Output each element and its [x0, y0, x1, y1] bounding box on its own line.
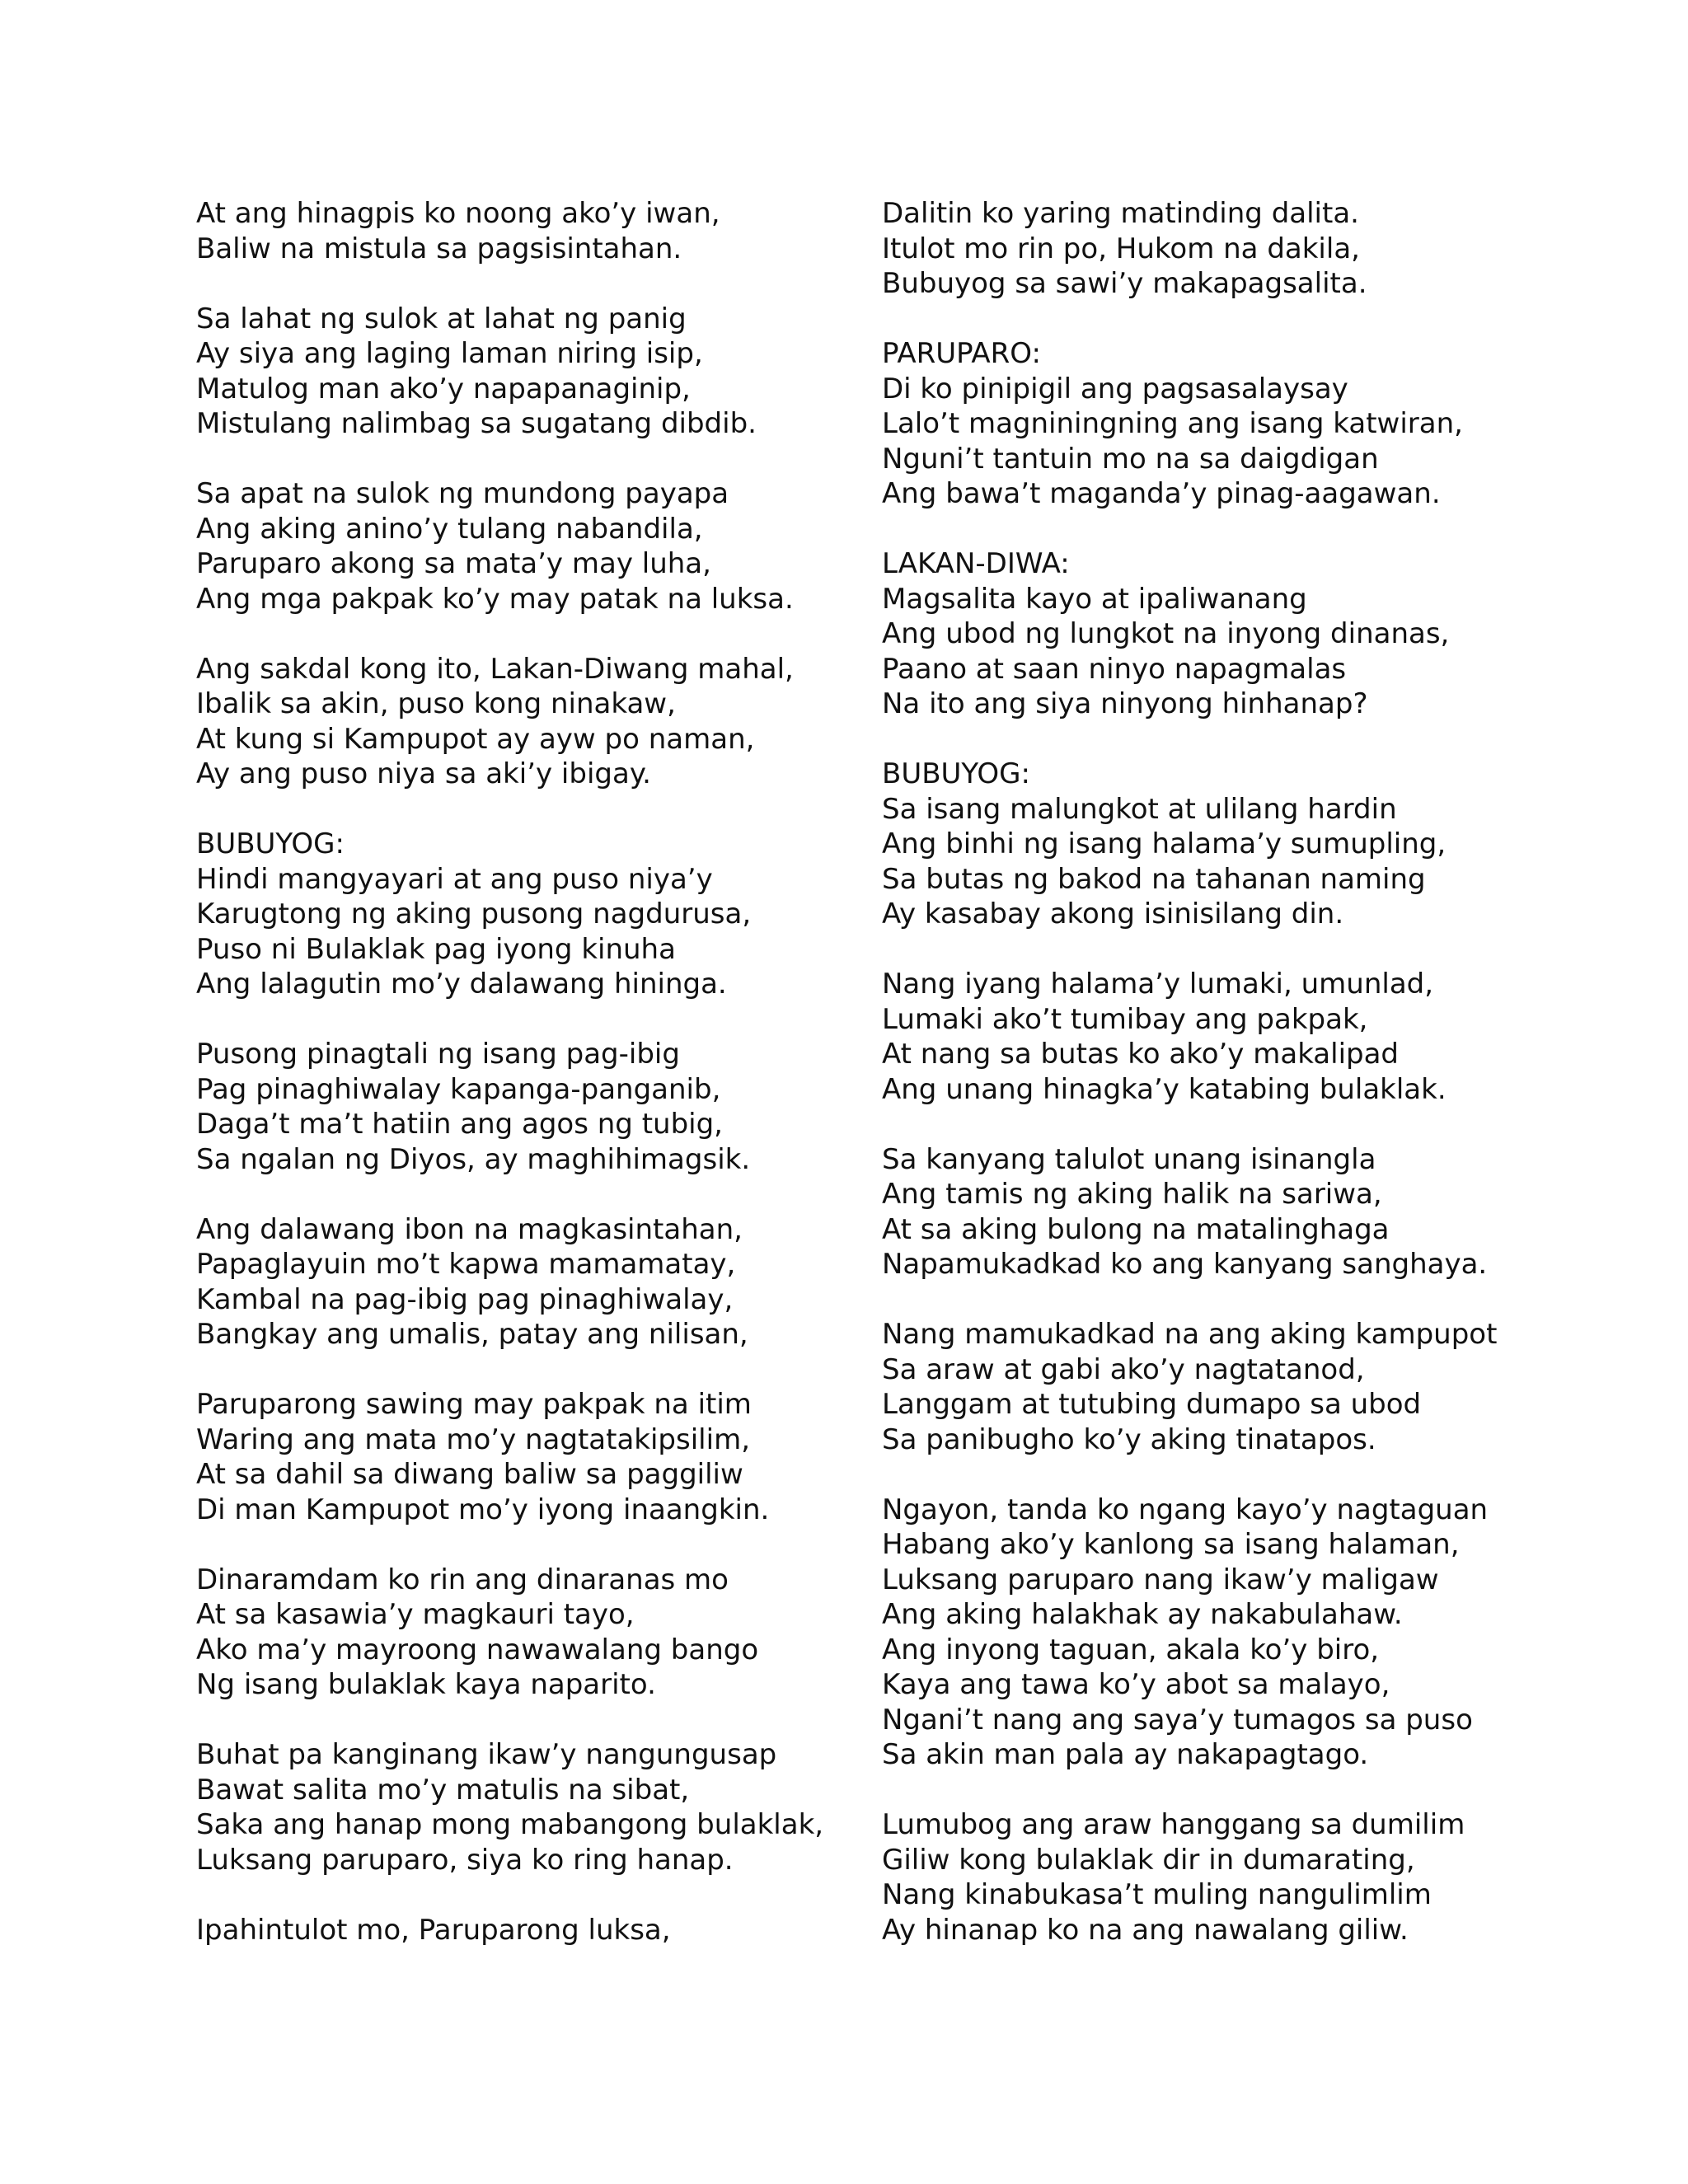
stanza: [882, 1142, 1541, 1282]
poem-line: Ng isang bulaklak kaya naparito.: [196, 1668, 656, 1701]
poem-line: Ako ma’y mayroong nawawalang bango: [196, 1633, 759, 1666]
poem-line: At sa kasawia’y magkauri tayo,: [196, 1598, 635, 1631]
stanza: [882, 546, 1541, 722]
poem-line: Ang binhi ng isang halama’y sumupling,: [882, 827, 1447, 860]
stanza: [196, 1037, 856, 1177]
poem-line: Ay ang puso niya sa aki’y ibigay.: [196, 757, 651, 790]
poem-line: Sa butas ng bakod na tahanan naming: [882, 862, 1426, 896]
poem-line: Bawat salita mo’y matulis na sibat,: [196, 1773, 690, 1807]
poem-line: BUBUYOG:: [196, 827, 345, 860]
poem-line: Mistulang nalimbag sa sugatang dibdib.: [196, 407, 757, 440]
poem-line: Kambal na pag-ibig pag pinaghiwalay,: [196, 1282, 734, 1316]
poem-line: Luksang paruparo, siya ko ring hanap.: [196, 1843, 734, 1877]
stanza: [882, 1493, 1541, 1773]
stanza: [196, 1387, 856, 1527]
poem-line: Sa lahat ng sulok at lahat ng panig: [196, 302, 687, 335]
poem-line: Karugtong ng aking pusong nagdurusa,: [196, 898, 752, 930]
right-column: [882, 196, 1541, 1947]
poem-line: Ay kasabay akong isinisilang din.: [882, 898, 1344, 930]
stanza: [196, 1563, 856, 1703]
poem-line: At ang hinagpis ko noong ako’y iwan,: [196, 197, 720, 230]
poem-line: Nguni’t tantuin mo na sa daigdigan: [882, 442, 1379, 476]
stanza: [196, 827, 856, 1002]
stanza: [882, 757, 1541, 932]
poem-line: Ibalik sa akin, puso kong ninakaw,: [196, 687, 676, 720]
poem-line: Kaya ang tawa ko’y abot sa malayo,: [882, 1668, 1390, 1701]
poem-line: Na ito ang siya ninyong hinhanap?: [882, 687, 1368, 720]
poem-line: Ang sakdal kong ito, Lakan-Diwang mahal,: [196, 652, 794, 686]
poem-line: Nang iyang halama’y lumaki, umunlad,: [882, 968, 1434, 1001]
poem-line: Bangkay ang umalis, patay ang nilisan,: [196, 1318, 748, 1351]
poem-line: Buhat pa kanginang ikaw’y nangungusap: [196, 1738, 777, 1771]
poem-line: Di man Kampupot mo’y iyong inaangkin.: [196, 1493, 770, 1526]
poem-line: Paruparo akong sa mata’y may luha,: [196, 547, 711, 580]
poem-line: Baliw na mistula sa pagsisintahan.: [196, 232, 682, 265]
poem-line: Magsalita kayo at ipaliwanang: [882, 582, 1307, 616]
poem-line: Sa panibugho ko’y aking tinatapos.: [882, 1422, 1376, 1456]
poem-line: At sa dahil sa diwang baliw sa paggiliw: [196, 1458, 743, 1491]
poem-line: BUBUYOG:: [882, 757, 1030, 790]
stanza: [882, 196, 1541, 302]
poem-line: Waring ang mata mo’y nagtatakipsilim,: [196, 1422, 750, 1456]
poem-line: Ang bawa’t maganda’y pinag-aagawan.: [882, 477, 1441, 510]
poem-line: Sa kanyang talulot unang isinangla: [882, 1142, 1376, 1176]
poem-line: Sa apat na sulok ng mundong payapa: [196, 477, 729, 510]
poem-line: Bubuyog sa sawi’y makapagsalita.: [882, 267, 1367, 300]
poem-line: Langgam at tutubing dumapo sa ubod: [882, 1388, 1422, 1421]
poem-line: Di ko pinipigil ang pagsasalaysay: [882, 372, 1348, 405]
stanza: [196, 302, 856, 442]
poem-line: Sa ngalan ng Diyos, ay maghihimagsik.: [196, 1142, 751, 1176]
poem-line: Ngani’t nang ang saya’y tumagos sa puso: [882, 1703, 1473, 1736]
poem-line: Ngayon, tanda ko ngang kayo’y nagtaguan: [882, 1493, 1489, 1526]
poem-line: Sa isang malungkot at ulilang hardin: [882, 792, 1397, 826]
poem-line: Pusong pinagtali ng isang pag-ibig: [196, 1038, 680, 1071]
poem-line: Daga’t ma’t hatiin ang agos ng tubig,: [196, 1108, 723, 1141]
poem-line: Luksang paruparo nang ikaw’y maligaw: [882, 1563, 1439, 1596]
stanza: [196, 1737, 856, 1877]
poem-line: Lalo’t magniningning ang isang katwiran,: [882, 407, 1463, 440]
poem-line: Ang mga pakpak ko’y may patak na luksa.: [196, 582, 794, 616]
stanza: [196, 196, 856, 266]
stanza: [196, 476, 856, 616]
poem-line: Ang tamis ng aking halik na sariwa,: [882, 1178, 1382, 1211]
poem-line: Nang kinabukasa’t muling nangulimlim: [882, 1878, 1432, 1911]
poem-line: Itulot mo rin po, Hukom na dakila,: [882, 232, 1360, 265]
poem-line: Ang inyong taguan, akala ko’y biro,: [882, 1633, 1380, 1666]
poem-line: Pag pinaghiwalay kapanga-panganib,: [196, 1072, 721, 1106]
poem-line: Puso ni Bulaklak pag iyong kinuha: [196, 932, 676, 966]
poem-line: Saka ang hanap mong mabangong bulaklak,: [196, 1808, 824, 1841]
stanza: [196, 1913, 856, 1948]
poem-line: Ang aking halakhak ay nakabulahaw.: [882, 1598, 1403, 1631]
poem-line: Ang ubod ng lungkot na inyong dinanas,: [882, 617, 1450, 650]
stanza: [882, 1317, 1541, 1457]
poem-line: At nang sa butas ko ako’y makalipad: [882, 1038, 1400, 1071]
poem-line: At sa aking bulong na matalinghaga: [882, 1212, 1390, 1246]
poem-line: At kung si Kampupot ay ayw po naman,: [196, 722, 755, 756]
poem-line: PARUPARO:: [882, 337, 1041, 370]
poem-line: Ay hinanap ko na ang nawalang giliw.: [882, 1913, 1409, 1947]
poem-line: Lumaki ako’t tumibay ang pakpak,: [882, 1002, 1368, 1036]
poem-line: Ay siya ang laging laman niring isip,: [196, 337, 703, 370]
poem-line: Dalitin ko yaring matinding dalita.: [882, 197, 1359, 230]
poem-line: Ipahintulot mo, Paruparong luksa,: [196, 1913, 671, 1947]
stanza: [196, 652, 856, 792]
poem-line: Paano at saan ninyo napagmalas: [882, 652, 1347, 686]
poem-line: Napamukadkad ko ang kanyang sanghaya.: [882, 1248, 1488, 1281]
poem-line: Ang aking anino’y tulang nabandila,: [196, 512, 703, 546]
stanza: [882, 1807, 1541, 1947]
poem-line: Lumubog ang araw hanggang sa dumilim: [882, 1808, 1465, 1841]
poem-line: Sa araw at gabi ako’y nagtatanod,: [882, 1352, 1365, 1386]
poem-line: Paruparong sawing may pakpak na itim: [196, 1388, 752, 1421]
poem-line: Hindi mangyayari at ang puso niya’y: [196, 862, 713, 896]
stanza: [196, 1212, 856, 1352]
poem-line: Ang dalawang ibon na magkasintahan,: [196, 1212, 743, 1246]
poem-line: Sa akin man pala ay nakapagtago.: [882, 1738, 1369, 1771]
poem-line: Ang lalagutin mo’y dalawang hininga.: [196, 968, 727, 1001]
stanza: [882, 336, 1541, 512]
poem-line: Nang mamukadkad na ang aking kampupot: [882, 1318, 1498, 1351]
poem-line: Giliw kong bulaklak dir in dumarating,: [882, 1843, 1415, 1877]
poem-line: Matulog man ako’y napapanaginip,: [196, 372, 691, 405]
poem-line: Habang ako’y kanlong sa isang halaman,: [882, 1528, 1460, 1561]
poem-line: LAKAN-DIWA:: [882, 547, 1070, 580]
poem-line: Dinaramdam ko rin ang dinaranas mo: [196, 1563, 729, 1596]
stanza: [882, 967, 1541, 1107]
poem-line: Papaglayuin mo’t kapwa mamamatay,: [196, 1248, 736, 1281]
left-column: [196, 196, 856, 1947]
poem-line: Ang unang hinagka’y katabing bulaklak.: [882, 1072, 1447, 1106]
